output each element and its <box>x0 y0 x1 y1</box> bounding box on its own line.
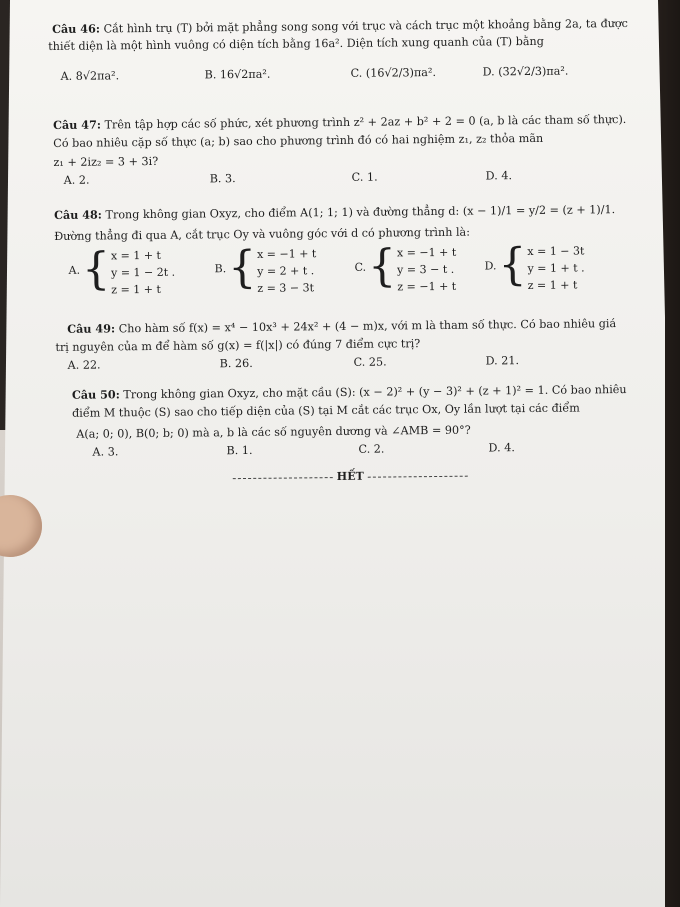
q48-option-d-label: D. <box>484 259 497 273</box>
q47-text2: Có bao nhiêu cặp số thực (a; b) sao cho phương trình đó có hai nghiệm z₁, z₂ thỏa mãn <box>53 131 544 150</box>
q50-option-c: C. 2. <box>358 442 385 456</box>
q48-option-b-label: B. <box>214 262 227 276</box>
q50-text3: A(a; 0; 0), B(0; b; 0) mà a, b là các số nguyên dương và ∠AMB = 90°? <box>76 423 471 441</box>
q47-text1: Trên tập hợp các số phức, xét phương trình z² + 2az + b² + 2 = 0 (a, b là các tham số thực). <box>104 112 627 132</box>
q48-text1: Trong không gian Oxyz, cho điểm A(1; 1; 1) và đường thẳng d: (x − 1)/1 = y/2 = (z + 1)/1. <box>105 203 616 222</box>
q47-option-c: C. 1. <box>351 170 378 184</box>
q48-option-c-eq3: z = −1 + t <box>397 279 457 294</box>
q49-option-d: D. 21. <box>485 354 520 368</box>
q47-option-b: B. 3. <box>209 172 236 186</box>
q50-option-b: B. 1. <box>226 443 253 458</box>
q50-line1 <box>72 382 627 402</box>
q48-option-c <box>354 240 457 296</box>
q49-option-c: C. 25. <box>353 355 387 369</box>
q49-number: Câu 49: <box>67 321 116 336</box>
divider <box>368 475 468 477</box>
q46-option-c: C. (16√2/3)πa². <box>350 65 437 80</box>
q50-option-a: A. 3. <box>92 445 119 459</box>
end-text: HẾT <box>336 469 364 484</box>
q47-line1 <box>53 112 626 132</box>
q46-number: Câu 46: <box>52 21 101 36</box>
q50-text1: Trong không gian Oxyz, cho mặt cầu (S): (x − 2)² + (y − 3)² + (z + 1)² = 1. Có bao nhiêu <box>123 383 627 402</box>
q48-option-c-eq1: x = −1 + t <box>396 245 457 260</box>
q48-option-b-eq3: z = 3 − 3t <box>257 281 315 295</box>
divider <box>233 477 333 479</box>
q46-option-d: D. (32√2/3)πa². <box>482 64 569 79</box>
q48-option-a-label: A. <box>68 263 81 277</box>
brace-icon: { <box>81 243 111 295</box>
q48-option-c-eq2: y = 3 − t . <box>397 262 455 277</box>
end-marker <box>229 469 472 485</box>
q48-option-b-eq1: x = −1 + t <box>256 247 317 261</box>
q47-number: Câu 47: <box>53 117 102 132</box>
q48-number: Câu 48: <box>53 207 102 222</box>
exam-content <box>48 16 628 502</box>
q48-option-d-eq3: z = 1 + t <box>527 278 578 293</box>
q46-text2: thiết diện là một hình vuông có diện tích bằng 16a². Diện tích xung quanh của (T) bằng <box>48 34 544 54</box>
q48-option-b <box>214 241 317 297</box>
q49-option-a: A. 22. <box>67 358 101 372</box>
q47-option-d: D. 4. <box>485 169 513 183</box>
q46-option-b: B. 16√2πa². <box>204 67 271 82</box>
q48-option-a-eq1: x = 1 + t <box>110 248 162 263</box>
q49-option-b: B. 26. <box>219 356 253 371</box>
q50-number: Câu 50: <box>71 387 120 402</box>
q48-option-d-eq1: x = 1 − 3t <box>527 244 585 259</box>
q48-option-a-eq2: y = 1 − 2t . <box>111 265 176 280</box>
brace-icon: { <box>498 239 527 291</box>
q48-option-a-eq3: z = 1 + t <box>111 282 161 297</box>
q50-text2: điểm M thuộc (S) sao cho tiếp diện của (S) tại M cắt các trục Ox, Oy lần lượt tại các điểm <box>72 401 580 420</box>
q47-option-a: A. 2. <box>63 173 90 187</box>
q48-option-b-eq2: y = 2 + t . <box>257 264 315 278</box>
q49-text1: Cho hàm số f(x) = x⁴ − 10x³ + 24x² + (4 − m)x, với m là tham số thực. Có bao nhiêu giá <box>118 317 617 336</box>
q48-option-a <box>68 243 176 299</box>
brace-icon: { <box>367 240 397 292</box>
q49-text2: trị nguyên của m để hàm số g(x) = f(|x|) có đúng 7 điểm cực trị? <box>55 337 421 354</box>
q46-text1: Cắt hình trụ (T) bởi mặt phẳng song song với trục và cách trục một khoảng bằng 2a, ta được <box>103 16 628 36</box>
q50-option-d: D. 4. <box>488 441 515 455</box>
q48-line1 <box>54 202 615 222</box>
q48-option-d <box>484 239 585 294</box>
q47-text3: z₁ + 2iz₂ = 3 + 3i? <box>53 154 159 169</box>
q49-line1 <box>67 316 616 336</box>
q46-option-a: A. 8√2πa². <box>60 69 120 83</box>
q48-option-c-label: C. <box>354 260 367 274</box>
q48-option-d-eq2: y = 1 + t . <box>527 261 585 276</box>
brace-icon: { <box>227 241 257 294</box>
q48-text2: Đường thẳng đi qua A, cắt trục Oy và vuông góc với d có phương trình là: <box>54 225 471 243</box>
